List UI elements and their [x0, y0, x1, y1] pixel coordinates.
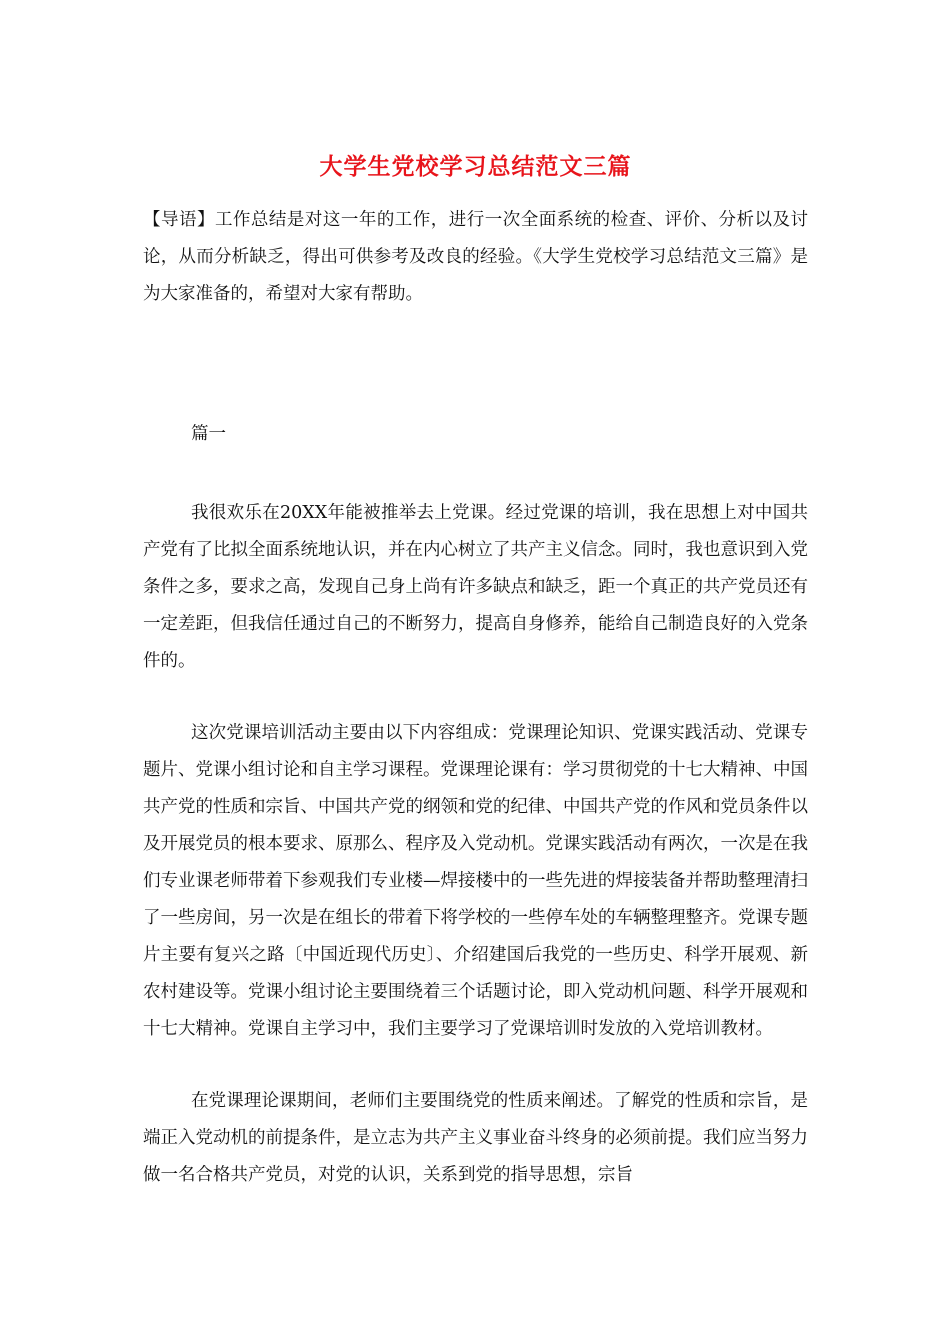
section-heading: 篇一 — [191, 424, 226, 444]
body-paragraph-3: 在党课理论课期间，老师们主要围绕党的性质来阐述。了解党的性质和宗旨，是端正入党动机的前提条件，是立志为共产主义事业奋斗终身的必须前提。我们应当努力做一名合格共产党员，对党的认识，关系到党的指导思想，宗旨 — [143, 1091, 808, 1185]
body-paragraph-1: 我很欢乐在20XX年能被推举去上党课。经过党课的培训，我在思想上对中国共产党有了比拟全面系统地认识，并在内心树立了共产主义信念。同时，我也意识到入党条件之多，要求之高，发现自己身上尚有许多缺点和缺乏，距一个真正的共产党员还有一定差距，但我信任通过自己的不断努力，提高自身修养，能给自己制造良好的入党条件的。 — [143, 503, 808, 671]
document-title: 大学生党校学习总结范文三篇 — [319, 153, 632, 180]
body-paragraph-2: 这次党课培训活动主要由以下内容组成：党课理论知识、党课实践活动、党课专题片、党课小组讨论和自主学习课程。党课理论课有：学习贯彻党的十七大精神、中国共产党的性质和宗旨、中国共产党的纲领和党的纪律、中国共产党的作风和党员条件以及开展党员的根本要求、原那么、程序及入党动机。党课实践活动有两次，一次是在我们专业课老师带着下参观我们专业楼—焊接楼中的一些先进的焊接装备并帮助整理清扫了一些房间，另一次是在组长的带着下将学校的一些停车处的车辆整理整齐。党课专题片主要有复兴之路〔中国近现代历史〕、介绍建国后我党的一些历史、科学开展观、新农村建设等。党课小组讨论主要围绕着三个话题讨论，即入党动机问题、科学开展观和十七大精神。党课自主学习中，我们主要学习了党课培训时发放的入党培训教材。 — [143, 723, 808, 1039]
intro-paragraph: 【导语】工作总结是对这一年的工作，进行一次全面系统的检查、评价、分析以及讨论，从而分析缺乏，得出可供参考及改良的经验。《大学生党校学习总结范文三篇》是为大家准备的，希望对大家有帮助。 — [143, 210, 808, 304]
document-page — [143, 150, 808, 1194]
